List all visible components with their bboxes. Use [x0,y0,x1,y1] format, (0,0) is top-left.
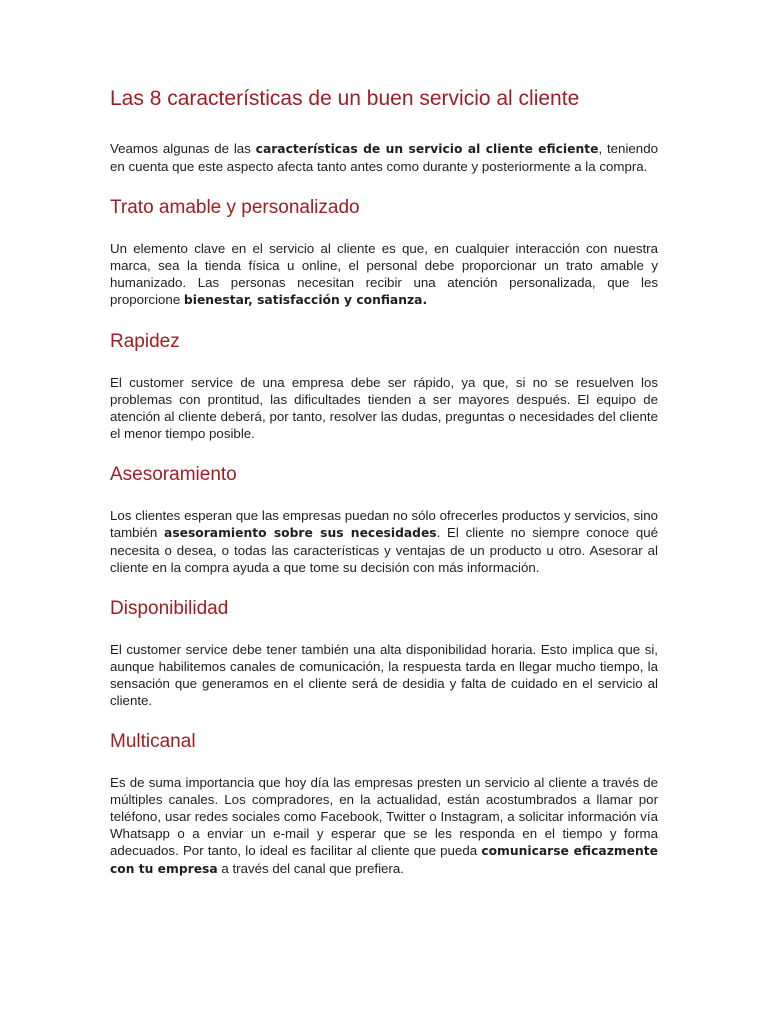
paragraph-bold-text: comunicarse eficazmente con tu empresa [110,844,658,876]
section-paragraph [110,774,658,878]
section-heading: Rapidez [110,331,180,352]
paragraph-bold-text: asesoramiento sobre sus necesidades [164,526,437,540]
section-paragraph [110,507,658,576]
section-heading: Trato amable y personalizado [110,197,360,218]
section-heading: Disponibilidad [110,598,229,619]
paragraph-text-end: . El cliente no siempre conoce qué necesita o desea, o todas las características y ventajas de un producto u otro. Asesorar al cliente en la compra ayuda a que tome su decisión con más información. [110,525,658,575]
paragraph-text-end: a través del canal que prefiera. [217,861,404,876]
section-asesoramiento [110,463,658,576]
intro-bold-text: características de un servicio al cliente eficiente [255,142,599,156]
section-paragraph [110,641,658,709]
intro-text-end: , teniendo en cuenta que este aspecto afecta tanto antes como durante y posteriormente a la compra. [110,141,658,174]
section-heading: Asesoramiento [110,464,237,485]
paragraph-text: El customer service de una empresa debe ser rápido, ya que, si no se resuelven los problemas con prontitud, las dificultades tienden a ser mayores después. El equipo de atención al cliente deberá, por tanto, resolver las dudas, preguntas o necesidades del cliente el menor tiempo posible. [110,375,658,441]
paragraph-text: Es de suma importancia que hoy día las empresas presten un servicio al cliente a través de múltiples canales. Los compradores, en la actualidad, están acostumbrados a llamar por teléfono, usar redes sociales como Facebook, Twitter o Instagram, a solicitar información vía Whatsapp o a enviar un e-mail y esperar que se les responda en el tiempo y forma adecuados. Por tanto, lo ideal es facilitar al cliente que pueda [110,775,658,858]
section-paragraph [110,374,658,442]
intro-paragraph [110,140,658,175]
document-page [110,86,658,899]
paragraph-text: Un elemento clave en el servicio al cliente es que, en cualquier interacción con nuestra marca, sea la tienda física u online, el personal debe proporcionar un trato amable y humanizado. Las personas necesitan recibir una atención personalizada, que les proporcione [110,241,658,307]
paragraph-text: El customer service debe tener también una alta disponibilidad horaria. Esto implica que si, aunque habilitemos canales de comunicación, la respuesta tarda en llegar mucho tiempo, la sensación que generamos en el cliente será de desidia y falta de cuidado en el servicio al cliente. [110,642,658,708]
page-title: Las 8 características de un buen servicio al cliente [110,87,580,110]
intro-text: Veamos algunas de las [110,141,256,156]
section-trato-amable [110,196,658,309]
section-rapidez [110,330,658,442]
section-paragraph [110,240,658,309]
section-disponibilidad [110,597,658,709]
paragraph-bold-text: bienestar, satisfacción y confianza. [183,293,428,307]
section-heading: Multicanal [110,731,196,752]
section-multicanal [110,730,658,878]
paragraph-text: Los clientes esperan que las empresas puedan no sólo ofrecerles productos y servicios, sino también [110,508,658,540]
